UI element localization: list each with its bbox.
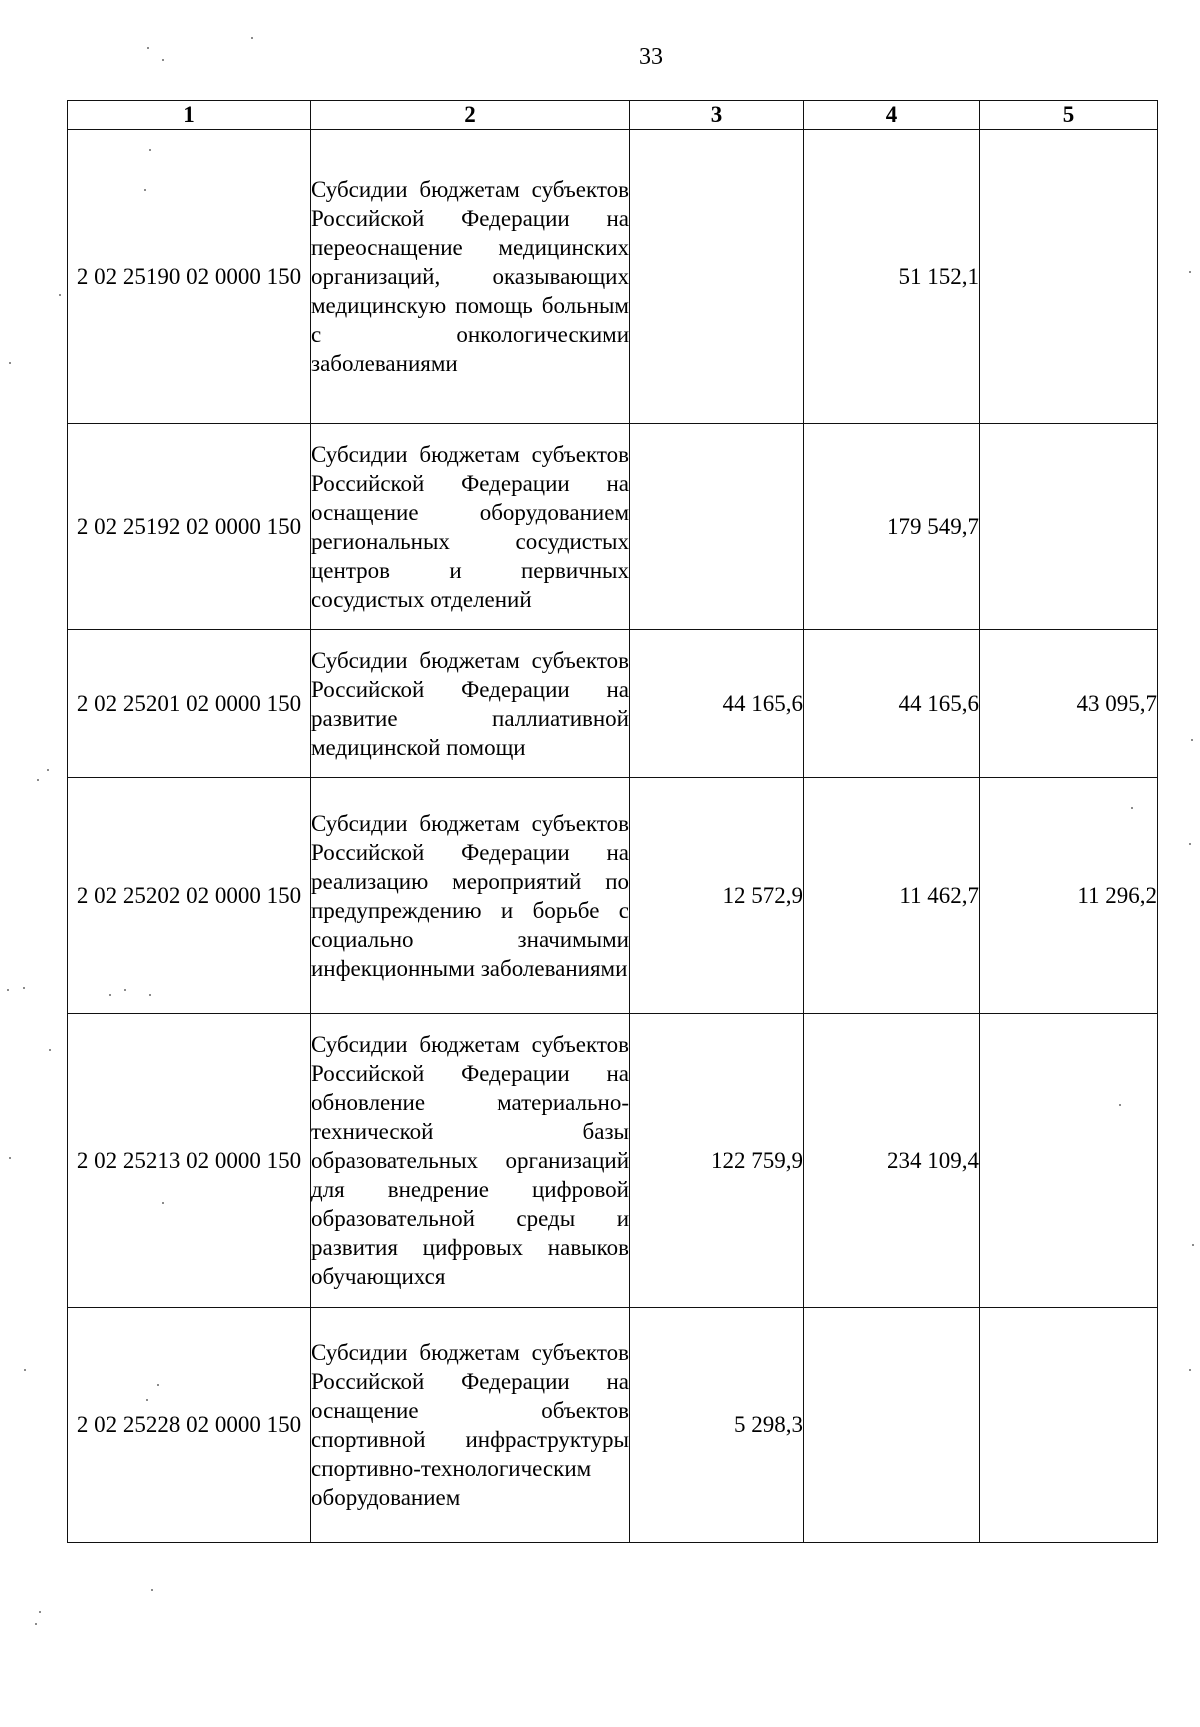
row-col4-value	[804, 1308, 980, 1543]
row-code: 2 02 25202 02 0000 150	[68, 778, 311, 1014]
row-col4-value: 179 549,7	[804, 424, 980, 630]
budget-table	[67, 100, 1158, 1543]
row-col3-value: 12 572,9	[630, 778, 804, 1014]
row-description: Субсидии бюджетам субъектов Российской Федерации на оснащение объектов спортивной инфраструктуры спортивно-технологическим оборудованием	[311, 1308, 630, 1543]
row-col4-value: 234 109,4	[804, 1014, 980, 1308]
row-col5-value	[980, 1308, 1158, 1543]
row-description: Субсидии бюджетам субъектов Российской Федерации на обновление материально-технической базы образовательных организаций для внедрение цифровой образовательной среды и развития цифровых навыков обучающихся	[311, 1014, 630, 1308]
row-col3-value	[630, 130, 804, 424]
table-row	[68, 778, 1158, 1014]
row-col3-value	[630, 424, 804, 630]
row-col3-value: 5 298,3	[630, 1308, 804, 1543]
table-row	[68, 1014, 1158, 1308]
row-col4-value: 44 165,6	[804, 630, 980, 778]
header-col-4: 4	[804, 101, 980, 130]
row-col3-value: 122 759,9	[630, 1014, 804, 1308]
header-col-3: 3	[630, 101, 804, 130]
row-code: 2 02 25228 02 0000 150	[68, 1308, 311, 1543]
table-header-row	[68, 101, 1158, 130]
row-code: 2 02 25213 02 0000 150	[68, 1014, 311, 1308]
row-col5-value	[980, 1014, 1158, 1308]
row-col3-value: 44 165,6	[630, 630, 804, 778]
row-code: 2 02 25192 02 0000 150	[68, 424, 311, 630]
header-col-1: 1	[68, 101, 311, 130]
table-row	[68, 130, 1158, 424]
page-number: 33	[639, 44, 663, 70]
row-code: 2 02 25201 02 0000 150	[68, 630, 311, 778]
header-col-2: 2	[311, 101, 630, 130]
row-description: Субсидии бюджетам субъектов Российской Федерации на развитие паллиативной медицинской помощи	[311, 630, 630, 778]
table-row	[68, 1308, 1158, 1543]
row-col5-value	[980, 424, 1158, 630]
header-col-5: 5	[980, 101, 1158, 130]
row-description: Субсидии бюджетам субъектов Российской Федерации на реализацию мероприятий по предупреждению и борьбе с социально значимыми инфекционными заболеваниями	[311, 778, 630, 1014]
row-description: Субсидии бюджетам субъектов Российской Федерации на переоснащение медицинских организаций, оказывающих медицинскую помощь больным с онкологическими заболеваниями	[311, 130, 630, 424]
row-code: 2 02 25190 02 0000 150	[68, 130, 311, 424]
row-col5-value	[980, 130, 1158, 424]
row-col5-value: 43 095,7	[980, 630, 1158, 778]
row-description: Субсидии бюджетам субъектов Российской Федерации на оснащение оборудованием региональных сосудистых центров и первичных сосудистых отделений	[311, 424, 630, 630]
table-row	[68, 630, 1158, 778]
row-col4-value: 51 152,1	[804, 130, 980, 424]
row-col4-value: 11 462,7	[804, 778, 980, 1014]
table-row	[68, 424, 1158, 630]
row-col5-value: 11 296,2	[980, 778, 1158, 1014]
